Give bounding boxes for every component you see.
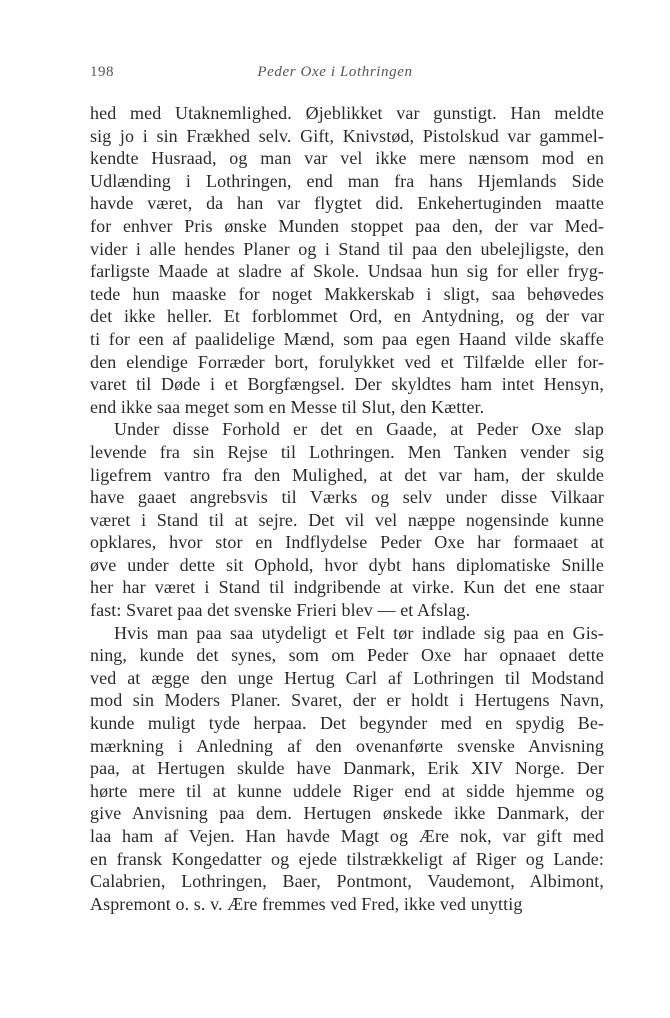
text-line: det ikke heller. Et forblommet Ord, en Antydning, og der var [90, 306, 604, 327]
text-line: øve under dette sit Ophold, hvor dybt hans diplomatiske Snille [90, 554, 604, 575]
text-line: have gaaet angrebsvis til Værks og selv under disse Vilkaar [90, 487, 604, 508]
text-line: ligefrem vantro fra den Mulighed, at det var ham, der skulde [90, 464, 604, 485]
text-line: her har været i Stand til indgribende at virke. Kun det ene staar [90, 577, 604, 598]
text-line: en fransk Kongedatter og ejede tilstrækkeligt af Riger og Lande: [90, 848, 604, 869]
text-line: for enhver Pris ønske Munden stoppet paa den, der var Med- [90, 215, 604, 236]
text-line: kunde muligt tyde herpaa. Det begynder med en spydig Be- [90, 713, 604, 734]
text-line: kendte Husraad, og man var vel ikke mere nænsom mod en [90, 148, 604, 169]
body-text [90, 102, 604, 915]
text-line: havde været, da han var flygtet did. Enkehertuginden maatte [90, 193, 604, 214]
running-title: Peder Oxe i Lothringen [257, 64, 413, 80]
text-line: Udlænding i Lothringen, end man fra hans Hjemlands Side [90, 170, 604, 191]
page-number: 198 [90, 64, 114, 80]
text-line: give Anvisning paa dem. Hertugen ønskede ikke Danmark, der [90, 803, 604, 824]
text-line: Aspremont o. s. v. Ære fremmes ved Fred, ikke ved unyttig [90, 893, 523, 914]
text-line: end ikke saa meget som en Messe til Slut, den Kætter. [90, 396, 485, 417]
text-line: ti for een af paalidelige Mænd, som paa egen Haand vilde skaffe [90, 328, 604, 349]
text-line: tede hun maaske for noget Makkerskab i sligt, saa behøvedes [90, 283, 604, 304]
text-line: ved at ægge den unge Hertug Carl af Lothringen til Modstand [90, 667, 604, 688]
text-line: sig jo i sin Frækhed selv. Gift, Knivstød, Pistolskud var gammel- [90, 125, 604, 146]
text-line: paa, at Hertugen skulde have Danmark, Erik XIV Norge. Der [90, 758, 604, 779]
text-line: den elendige Forræder bort, forulykket ved et Tilfælde eller for- [90, 351, 604, 372]
text-line: ning, kunde det synes, som om Peder Oxe har opnaaet dette [90, 645, 604, 666]
text-line: hed med Utaknemlighed. Øjeblikket var gunstigt. Han meldte [90, 103, 604, 123]
text-line: opklares, hvor stor en Indflydelse Peder Oxe har formaaet at [90, 532, 604, 553]
text-line: været i Stand til at sejre. Det vil vel næppe nogensinde kunne [90, 509, 604, 530]
paragraph [90, 102, 604, 418]
text-line: fast: Svaret paa det svenske Frieri blev — et Afslag. [90, 600, 471, 621]
text-line: Hvis man paa saa utydeligt et Felt tør indlade sig paa en Gis- [114, 622, 604, 643]
text-line: varet til Døde i et Borgfængsel. Der skyldtes ham intet Hensyn, [90, 374, 604, 395]
text-line: mod sin Moders Planer. Svaret, der er holdt i Hertugens Navn, [90, 690, 604, 711]
paragraph [90, 622, 604, 916]
text-line: Calabrien, Lothringen, Baer, Pontmont, Vaudemont, Albimont, [90, 871, 604, 892]
text-line: hørte mere til at kunne uddele Riger end at sidde hjemme og [90, 780, 604, 801]
text-line: levende fra sin Rejse til Lothringen. Men Tanken vender sig [90, 441, 604, 462]
text-line: farligste Maade at sladre af Skole. Undsaa hun sig for eller fryg- [90, 261, 604, 282]
text-line: vider i alle hendes Planer og i Stand til paa den ubelejligste, den [90, 238, 604, 259]
text-line: Under disse Forhold er det en Gaade, at Peder Oxe slap [114, 419, 604, 440]
paragraph [90, 418, 604, 621]
page-header [90, 64, 580, 84]
text-line: mærkning i Anledning af den ovenanførte svenske Anvisning [90, 735, 604, 756]
text-line: laa ham af Vejen. Han havde Magt og Ære nok, var gift med [90, 826, 604, 846]
